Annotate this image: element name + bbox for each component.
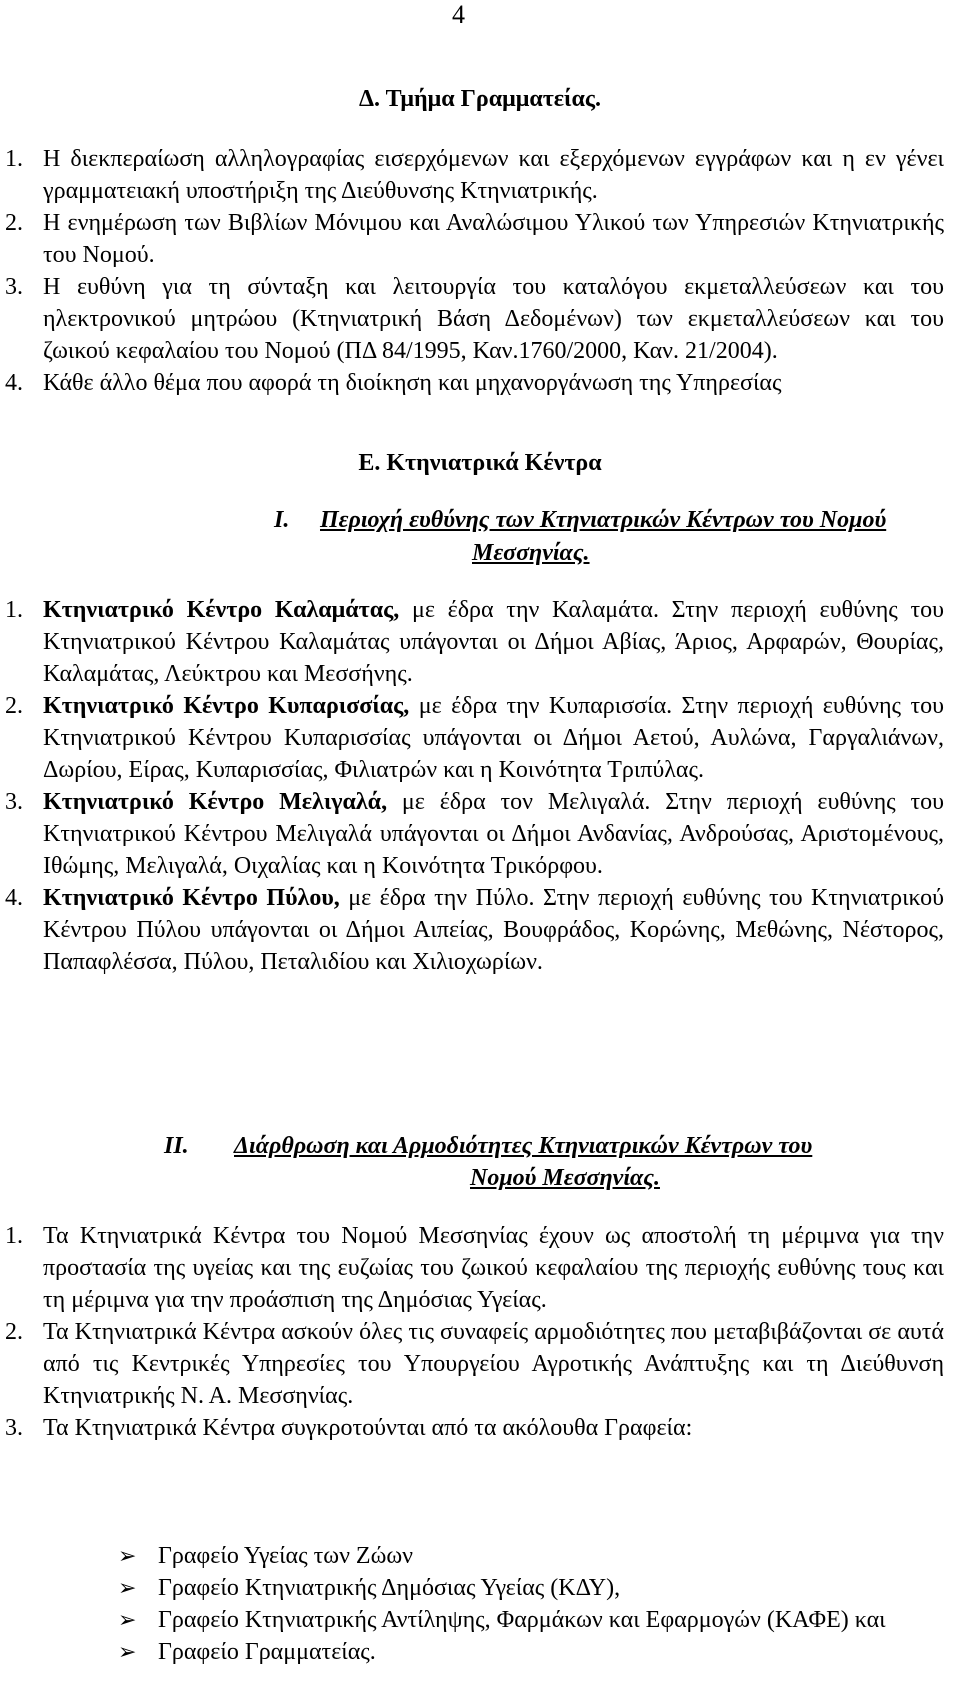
subsection-2-title-line2: Νομού Μεσσηνίας. [470, 1165, 660, 1191]
list-item [0, 594, 944, 690]
bullet-item [0, 1604, 944, 1636]
center-description: με έδρα τον Μελιγαλά. Στην περιοχή ευθύνης του Κτηνιατρικού Κέντρου Μελιγαλά υπάγονται οι Δήμοι Ανδανίας, Ανδρούσας, Αριστομένους, Ιθώμης, Μελιγαλά, Οιχαλίας και η Κοινότητα Τρικόρφου. [43, 789, 944, 879]
center-description: με έδρα την Καλαμάτα. Στην περιοχή ευθύνης του Κτηνιατρικού Κέντρου Καλαμάτας υπάγονται οι Δήμοι Αβίας, Άριος, Αρφαρών, Θουρίας, Καλαμάτας, Λεύκτρου και Μεσσήνης. [43, 597, 944, 687]
list-item-number: 1. [5, 597, 23, 623]
arrow-bullet-icon: ➢ [118, 1543, 137, 1568]
subsection-1-roman: Ι. [274, 507, 290, 533]
section-d-list [0, 143, 960, 399]
list-item-number: 1. [5, 1223, 23, 1249]
list-item [0, 271, 944, 367]
section-e-title: Ε. Κτηνιατρικά Κέντρα [358, 450, 602, 476]
subsection-1-heading [274, 504, 886, 536]
list-item [0, 1412, 944, 1444]
bullet-text: Γραφείο Κτηνιατρικής Αντίληψης, Φαρμάκων και Εφαρμογών (ΚΑΦΕ) και [158, 1607, 886, 1633]
list-item-number: 4. [5, 885, 23, 911]
list-item [0, 207, 944, 271]
list-item [0, 1316, 944, 1412]
list-item-text: Τα Κτηνιατρικά Κέντρα ασκούν όλες τις συναφείς αρμοδιότητες που μεταβιβάζονται σε αυτά από τις Κεντρικές Υπηρεσίες του Υπουργείου Αγροτικής Ανάπτυξης και τη Διεύθυνση Κτηνιατρικής Ν. Α. Μεσσηνίας. [43, 1319, 944, 1409]
center-description: με έδρα την Κυπαρισσία. Στην περιοχή ευθύνης του Κτηνιατρικού Κέντρου Κυπαρισσίας υπάγονται οι Δήμοι Αετού, Αυλώνα, Γαργαλιάνων, Δωρίου, Είρας, Κυπαρισσίας, Φιλιατρών και η Κοινότητα Τριπύλας. [43, 693, 944, 783]
list-item [0, 690, 944, 786]
page-number: 4 [452, 0, 465, 29]
list-item-number: 3. [5, 1415, 23, 1441]
center-name: Κτηνιατρικό Κέντρο Κυπαρισσίας, [43, 693, 410, 719]
bullet-item [0, 1572, 944, 1604]
list-item [0, 143, 944, 207]
list-item-text: Κάθε άλλο θέμα που αφορά τη διοίκηση και μηχανοργάνωση της Υπηρεσίας [43, 370, 782, 396]
section-d-title: Δ. Τμήμα Γραμματείας. [358, 86, 601, 112]
list-item [0, 1220, 944, 1316]
arrow-bullet-icon: ➢ [118, 1639, 137, 1664]
centers-list [0, 594, 960, 978]
duties-list [0, 1220, 960, 1444]
offices-list [0, 1540, 960, 1668]
arrow-bullet-icon: ➢ [118, 1607, 137, 1632]
list-item-text: Τα Κτηνιατρικά Κέντρα συγκροτούνται από τα ακόλουθα Γραφεία: [43, 1415, 693, 1441]
bullet-text: Γραφείο Κτηνιατρικής Δημόσιας Υγείας (ΚΔΥ), [158, 1575, 621, 1601]
list-item [0, 367, 944, 399]
list-item-number: 2. [5, 210, 23, 236]
bullet-item [0, 1636, 944, 1668]
list-item-text: Η διεκπεραίωση αλληλογραφίας εισερχόμενων και εξερχόμενων εγγράφων και η εν γένει γραμματειακή υποστήριξη της Διεύθυνσης Κτηνιατρικής. [43, 146, 944, 204]
subsection-1-heading-line2 [472, 537, 590, 569]
list-item-text: Τα Κτηνιατρικά Κέντρα του Νομού Μεσσηνίας έχουν ως αποστολή τη μέριμνα για την προστασία της υγείας και της ευζωίας του ζωικού κεφαλαίου της περιοχής ευθύνης τους και τη μέριμνα για την προάσπιση της Δημόσιας Υγείας. [43, 1223, 944, 1313]
subsection-2-heading [164, 1130, 812, 1162]
bullet-text: Γραφείο Γραμματείας. [158, 1639, 376, 1665]
subsection-1-title-line1: Περιοχή ευθύνης των Κτηνιατρικών Κέντρων του Νομού [320, 507, 887, 533]
bullet-text: Γραφείο Υγείας των Ζώων [158, 1543, 414, 1569]
list-item [0, 786, 944, 882]
subsection-2-heading-line2 [470, 1162, 660, 1194]
subsection-1-title-line2: Μεσσηνίας. [472, 540, 590, 566]
bullet-item [0, 1540, 944, 1572]
arrow-bullet-icon: ➢ [118, 1575, 137, 1600]
subsection-2-title-line1: Διάρθρωση και Αρμοδιότητες Κτηνιατρικών Κέντρων του [234, 1133, 813, 1159]
list-item-text: Η ενημέρωση των Βιβλίων Μόνιμου και Αναλώσιμου Υλικού των Υπηρεσιών Κτηνιατρικής του Νομού. [43, 210, 944, 268]
list-item-number: 4. [5, 370, 23, 396]
list-item-number: 2. [5, 693, 23, 719]
list-item-number: 3. [5, 789, 23, 815]
center-description: με έδρα την Πύλο. Στην περιοχή ευθύνης του Κτηνιατρικού Κέντρου Πύλου υπάγονται οι Δήμοι Αιπείας, Βουφράδος, Κορώνης, Μεθώνης, Νέστορος, Παπαφλέσσα, Πύλου, Πεταλιδίου και Χιλιοχωρίων. [43, 885, 944, 975]
list-item [0, 882, 944, 978]
list-item-number: 3. [5, 274, 23, 300]
center-name: Κτηνιατρικό Κέντρο Πύλου, [43, 885, 340, 911]
subsection-2-roman: ΙΙ. [164, 1133, 189, 1159]
list-item-number: 1. [5, 146, 23, 172]
list-item-text: Η ευθύνη για τη σύνταξη και λειτουργία του καταλόγου εκμεταλλεύσεων και του ηλεκτρονικού μητρώου (Κτηνιατρική Βάση Δεδομένων) των εκμεταλλεύσεων και του ζωικού κεφαλαίου του Νομού (ΠΔ 84/1995, Καν.1760/2000, Καν. 21/2004). [43, 274, 944, 364]
center-name: Κτηνιατρικό Κέντρο Μελιγαλά, [43, 789, 388, 815]
list-item-number: 2. [5, 1319, 23, 1345]
center-name: Κτηνιατρικό Κέντρο Καλαμάτας, [43, 597, 400, 623]
